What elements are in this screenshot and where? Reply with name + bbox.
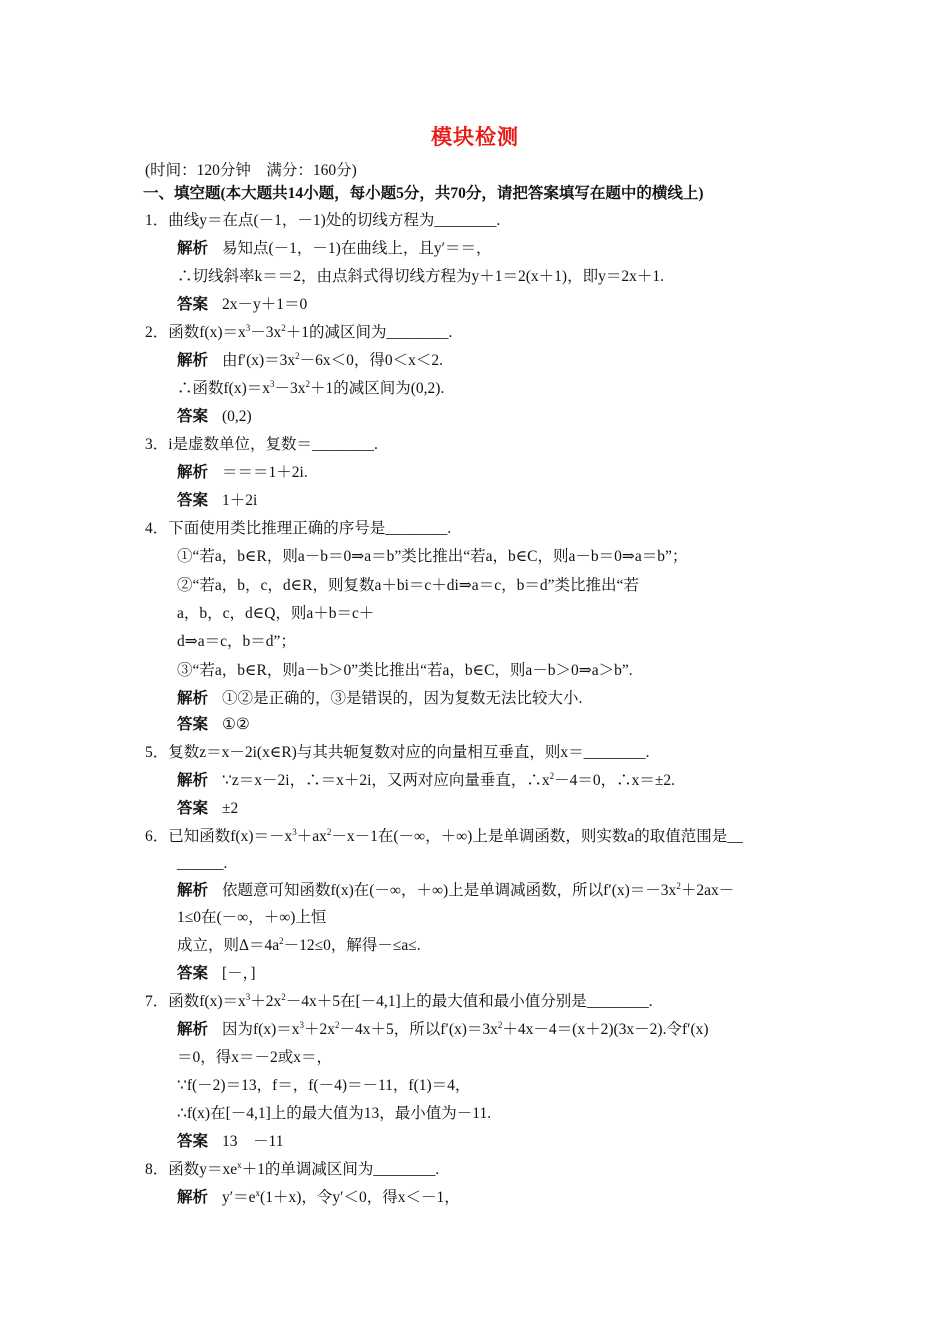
- exponent: 2: [295, 351, 300, 361]
- exponent: 2: [279, 936, 284, 946]
- q3-answer-text: 1＋2i: [222, 492, 258, 509]
- q7-analysis-c: －4x＋5，所以f′(x)＝3x: [339, 1021, 498, 1038]
- exponent: 2: [305, 379, 311, 389]
- exponent: 2: [281, 323, 286, 333]
- exponent: 2: [326, 827, 332, 837]
- q4-analysis: [177, 688, 582, 710]
- q7-analysis-a: 因为f(x)＝x: [222, 1021, 300, 1038]
- q6-analysis-1: [177, 880, 734, 902]
- q7-stem-a: 7．函数f(x)＝x: [145, 993, 246, 1010]
- answer-label: 答案: [177, 408, 209, 425]
- exponent: 3: [245, 992, 251, 1002]
- q6-answer-text: [－，]: [222, 965, 256, 982]
- q2-stem-a: 2．函数f(x)＝x: [145, 324, 246, 341]
- q2-analysis-2: [177, 378, 444, 400]
- question-4: 4．下面使用类比推理正确的序号是________.: [145, 520, 452, 537]
- exponent: 2: [335, 1020, 340, 1030]
- exponent: 2: [549, 771, 555, 781]
- q2-answer-text: (0,2): [222, 408, 252, 425]
- q4-option-3: ③“若a，b∈R，则a－b＞0”类比推出“若a，b∈C，则a－b＞0⇒a＞b”.: [177, 662, 633, 679]
- q3-analysis-text: ＝＝＝1＋2i.: [222, 464, 308, 481]
- question-3: 3．i是虚数单位，复数＝________.: [145, 436, 378, 453]
- q7-stem-c: －4x＋5在[－4,1]上的最大值和最小值分别是________.: [285, 993, 653, 1010]
- q4-option-2b: a，b，c，d∈Q，则a＋b＝c＋: [177, 605, 375, 622]
- q6-analysis-c: 成立，则Δ＝4a: [177, 937, 280, 954]
- exponent: 2: [281, 992, 286, 1002]
- q2-analysis-1: [177, 350, 443, 372]
- section-heading: 一、填空题(本大题共14小题，每小题5分，共70分，请把答案填写在题中的横线上): [143, 185, 704, 202]
- q1-analysis-2: ∴切线斜率k＝＝2，由点斜式得切线方程为y＋1＝2(x＋1)，即y＝2x＋1.: [177, 268, 664, 285]
- q1-analysis-1: [177, 238, 491, 260]
- q5-answer: [177, 798, 238, 820]
- exponent: 2: [497, 1020, 503, 1030]
- answer-label: 答案: [177, 965, 209, 982]
- analysis-label: 解析: [177, 882, 209, 899]
- q2-analysis-d: －3x: [274, 380, 306, 397]
- q2-analysis-e: ＋1的减区间为(0,2).: [310, 380, 445, 397]
- q4-analysis-text: ①②是正确的，③是错误的，因为复数无法比较大小.: [222, 690, 583, 707]
- exponent: 3: [270, 379, 275, 389]
- q6-analysis-2: 1≤0在(－∞，＋∞)上恒: [177, 909, 327, 926]
- answer-label: 答案: [177, 492, 209, 509]
- analysis-label: 解析: [177, 1189, 209, 1206]
- q7-analysis-4: ∴f(x)在[－4,1]上的最大值为13，最小值为－11.: [177, 1105, 492, 1122]
- question-7: [145, 991, 653, 1013]
- exponent: 2: [676, 881, 681, 891]
- q5-analysis: [177, 770, 675, 792]
- q4-option-2c: d⇒a＝c，b＝d”；: [177, 633, 296, 650]
- q7-stem-b: ＋2x: [250, 993, 282, 1010]
- q7-answer-text: 13 －11: [222, 1133, 284, 1150]
- q4-answer: [177, 714, 250, 736]
- analysis-label: 解析: [177, 240, 209, 257]
- answer-label: 答案: [177, 296, 209, 313]
- q6-stem-b: ＋ax: [296, 828, 327, 845]
- analysis-label: 解析: [177, 1021, 209, 1038]
- q8-analysis-a: y′＝e: [222, 1189, 256, 1206]
- q7-analysis-1: [177, 1019, 709, 1041]
- exam-meta: (时间：120分钟 满分：160分): [145, 162, 357, 179]
- question-5: 5．复数z＝x－2i(x∈R)与其共轭复数对应的向量相互垂直，则x＝________.: [145, 744, 650, 761]
- q1-analysis-text-1: 易知点(－1，－1)在曲线上，且y′＝＝，: [222, 240, 492, 257]
- q7-answer: [177, 1131, 283, 1153]
- q6-answer: [177, 963, 256, 985]
- analysis-label: 解析: [177, 772, 209, 789]
- q5-answer-text: ±2: [222, 800, 239, 817]
- page-title: 模块检测: [431, 125, 519, 149]
- exponent: 3: [299, 1020, 305, 1030]
- q2-answer: [177, 406, 252, 428]
- question-6: [145, 826, 743, 848]
- q7-analysis-b: ＋2x: [304, 1021, 336, 1038]
- analysis-label: 解析: [177, 464, 209, 481]
- q6-analysis-b: ＋2ax－: [680, 882, 735, 899]
- answer-label: 答案: [177, 800, 209, 817]
- q6-analysis-d: －12≤0，解得－≤a≤.: [283, 937, 421, 954]
- q7-analysis-d: ＋4x－4＝(x＋2)(3x－2).令f′(x): [502, 1021, 709, 1038]
- q8-stem-a: 8．函数y＝xe: [145, 1161, 238, 1178]
- q6-analysis-3: [177, 935, 421, 957]
- answer-label: 答案: [177, 1133, 209, 1150]
- q4-answer-text: ①②: [222, 716, 250, 733]
- question-1: 1．曲线y＝在点(－1，－1)处的切线方程为________.: [145, 212, 501, 229]
- exponent: x: [237, 1160, 242, 1170]
- q2-analysis-c: ∴函数f(x)＝x: [177, 380, 270, 397]
- q2-stem-c: ＋1的减区间为________.: [285, 324, 453, 341]
- q6-stem-c: －x－1在(－∞，＋∞)上是单调函数，则实数a的取值范围是__: [331, 828, 743, 845]
- q5-analysis-a: ∵z＝x－2i，∴＝x＋2i，又两对应向量垂直，∴x: [222, 772, 550, 789]
- answer-label: 答案: [177, 716, 209, 733]
- question-6-cont: ______.: [177, 855, 228, 872]
- q6-stem-a: 6．已知函数f(x)＝－x: [145, 828, 293, 845]
- q8-analysis-b: (1＋x)，令y′＜0，得x＜－1，: [260, 1189, 460, 1206]
- q2-stem-b: －3x: [250, 324, 282, 341]
- q8-analysis: [177, 1187, 460, 1209]
- exponent: 3: [292, 827, 297, 837]
- q2-analysis-b: －6x＜0，得0＜x＜2.: [299, 352, 444, 369]
- question-8: [145, 1159, 439, 1181]
- question-2: [145, 322, 452, 344]
- q8-stem-b: ＋1的单调减区间为________.: [241, 1161, 440, 1178]
- q7-analysis-3: ∵f(－2)＝13，f＝，f(－4)＝－11，f(1)＝4，: [177, 1077, 471, 1094]
- q6-analysis-a: 依题意可知函数f(x)在(－∞，＋∞)上是单调减函数，所以f′(x)＝－3x: [222, 882, 677, 899]
- q2-analysis-a: 由f′(x)＝3x: [222, 352, 296, 369]
- q1-answer-text: 2x－y＋1＝0: [222, 296, 308, 313]
- analysis-label: 解析: [177, 690, 209, 707]
- q4-option-2a: ②“若a，b，c，d∈R，则复数a＋bi＝c＋di⇒a＝c，b＝d”类比推出“若: [177, 577, 639, 594]
- q7-analysis-2: ＝0，得x＝－2或x＝，: [177, 1049, 333, 1066]
- q1-answer: [177, 294, 307, 316]
- q3-analysis: [177, 462, 308, 484]
- exponent: x: [255, 1188, 261, 1198]
- analysis-label: 解析: [177, 352, 209, 369]
- q4-option-1: ①“若a，b∈R，则a－b＝0⇒a＝b”类比推出“若a，b∈C，则a－b＝0⇒a＝b”；: [177, 548, 688, 565]
- exponent: 3: [245, 323, 251, 333]
- q5-analysis-b: －4＝0，∴x＝±2.: [554, 772, 676, 789]
- q3-answer: [177, 490, 257, 512]
